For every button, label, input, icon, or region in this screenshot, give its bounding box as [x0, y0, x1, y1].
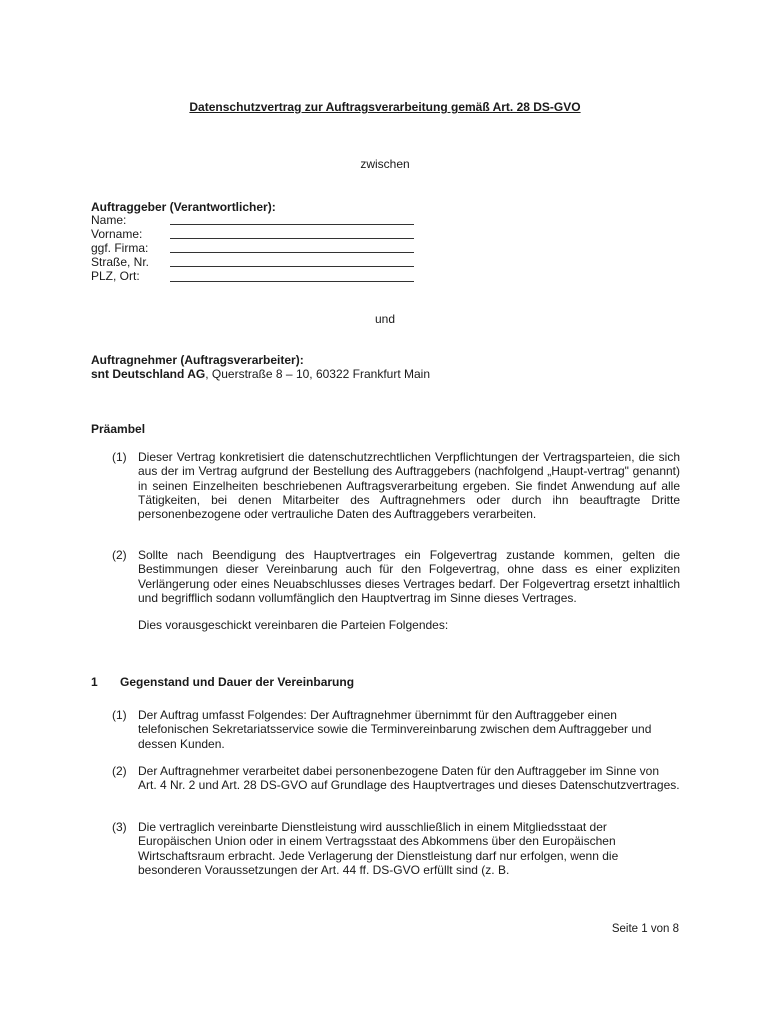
preamble-heading: Präambel: [91, 422, 146, 436]
preamble-closing: Dies vorausgeschickt vereinbaren die Parteien Folgendes:: [138, 618, 449, 632]
list-text: Die vertraglich vereinbarte Dienstleistung wird ausschließlich in einem Mitgliedsstaat der Europäischen Union oder in einem Vertragsstaat des Abkommens über den Europäischen Wirtschaftsraum erbracht. Jede Verlagerung der Dienstleistung darf nur erfolgen, wenn die besonderen Voraussetzungen der Art. 44 ff. DS-GVO erfüllt sind (z. B.: [138, 820, 619, 877]
section-title: Gegenstand und Dauer der Vereinbarung: [120, 675, 355, 689]
field-line-plz-ort[interactable]: [170, 281, 414, 282]
field-line-strasse[interactable]: [170, 266, 414, 267]
between-label: zwischen: [360, 157, 410, 171]
list-text: Der Auftragnehmer verarbeitet dabei personenbezogene Daten für den Auftraggeber im Sinne von Art. 4 Nr. 2 und Art. 28 DS-GVO auf Grundlage des Hauptvertrages und dieses Datenschutzvertrages.: [138, 764, 680, 793]
field-label-plz-ort: PLZ, Ort:: [91, 269, 140, 283]
field-line-vorname[interactable]: [170, 238, 414, 239]
page-number: Seite 1 von 8: [611, 923, 679, 935]
client-heading: Auftraggeber (Verantwortlicher):: [91, 200, 276, 214]
contractor-address: , Querstraße 8 – 10, 60322 Frankfurt Main: [205, 367, 431, 381]
preamble-item-1: [112, 450, 680, 521]
field-label-name: Name:: [91, 213, 127, 227]
preamble-item-2: [112, 548, 680, 605]
and-label: und: [374, 312, 396, 326]
list-number: (3): [112, 820, 127, 834]
list-number: (2): [112, 548, 127, 562]
section1-item-3: [112, 820, 680, 877]
field-line-firma[interactable]: [170, 252, 414, 253]
list-text: Dieser Vertrag konkretisiert die datenschutzrechtlichen Verpflichtungen der Vertragsparteien, die sich aus der im Vertrag aufgrund der Bestellung des Auftraggebers (nachfolgend „Haupt-vertrag" genannt) in seinen Einzelheiten beschriebenen Auftragsverarbeitung ergeben. Sie findet Anwendung auf alle Tätigkeiten, bei denen Mitarbeiter des Auftragnehmers oder durch ihn beauftragte Dritte personenbezogene oder vertrauliche Daten des Auftraggebers verarbeiten.: [138, 450, 680, 522]
contractor-line: [91, 367, 681, 381]
field-line-name[interactable]: [170, 224, 414, 225]
list-text: Der Auftrag umfasst Folgendes: Der Auftragnehmer übernimmt für den Auftraggeber einen telefonischen Sekretariatsservice sowie die Terminvereinbarung zwischen dem Auftraggeber und dessen Kunden.: [138, 708, 652, 751]
field-label-strasse: Straße, Nr.: [91, 255, 150, 269]
field-label-vorname: Vorname:: [91, 227, 143, 241]
list-number: (2): [112, 764, 127, 778]
contractor-heading: Auftragnehmer (Auftragsverarbeiter):: [91, 353, 304, 367]
document-title: Datenschutzvertrag zur Auftragsverarbeitung gemäß Art. 28 DS-GVO: [189, 100, 581, 114]
contractor-name: snt Deutschland AG: [91, 367, 206, 381]
list-text: Sollte nach Beendigung des Hauptvertrages ein Folgevertrag zustande kommen, gelten die Bestimmungen dieser Vereinbarung auch für den Folgevertrag, ohne dass es einer expliziten Verlängerung oder eines Neuabschlusses dieses Vertrages bedarf. Der Folgevertrag ersetzt inhaltlich und begrifflich sodann vollumfänglich den Hauptvertrag im Sinne dieses Vertrages.: [138, 548, 680, 605]
section-heading: [91, 675, 354, 689]
field-label-firma: ggf. Firma:: [91, 241, 149, 255]
list-number: (1): [112, 450, 127, 464]
section1-item-1: [112, 708, 680, 751]
section1-item-2: [112, 764, 680, 793]
list-number: (1): [112, 708, 127, 722]
section-number: 1: [91, 675, 98, 689]
